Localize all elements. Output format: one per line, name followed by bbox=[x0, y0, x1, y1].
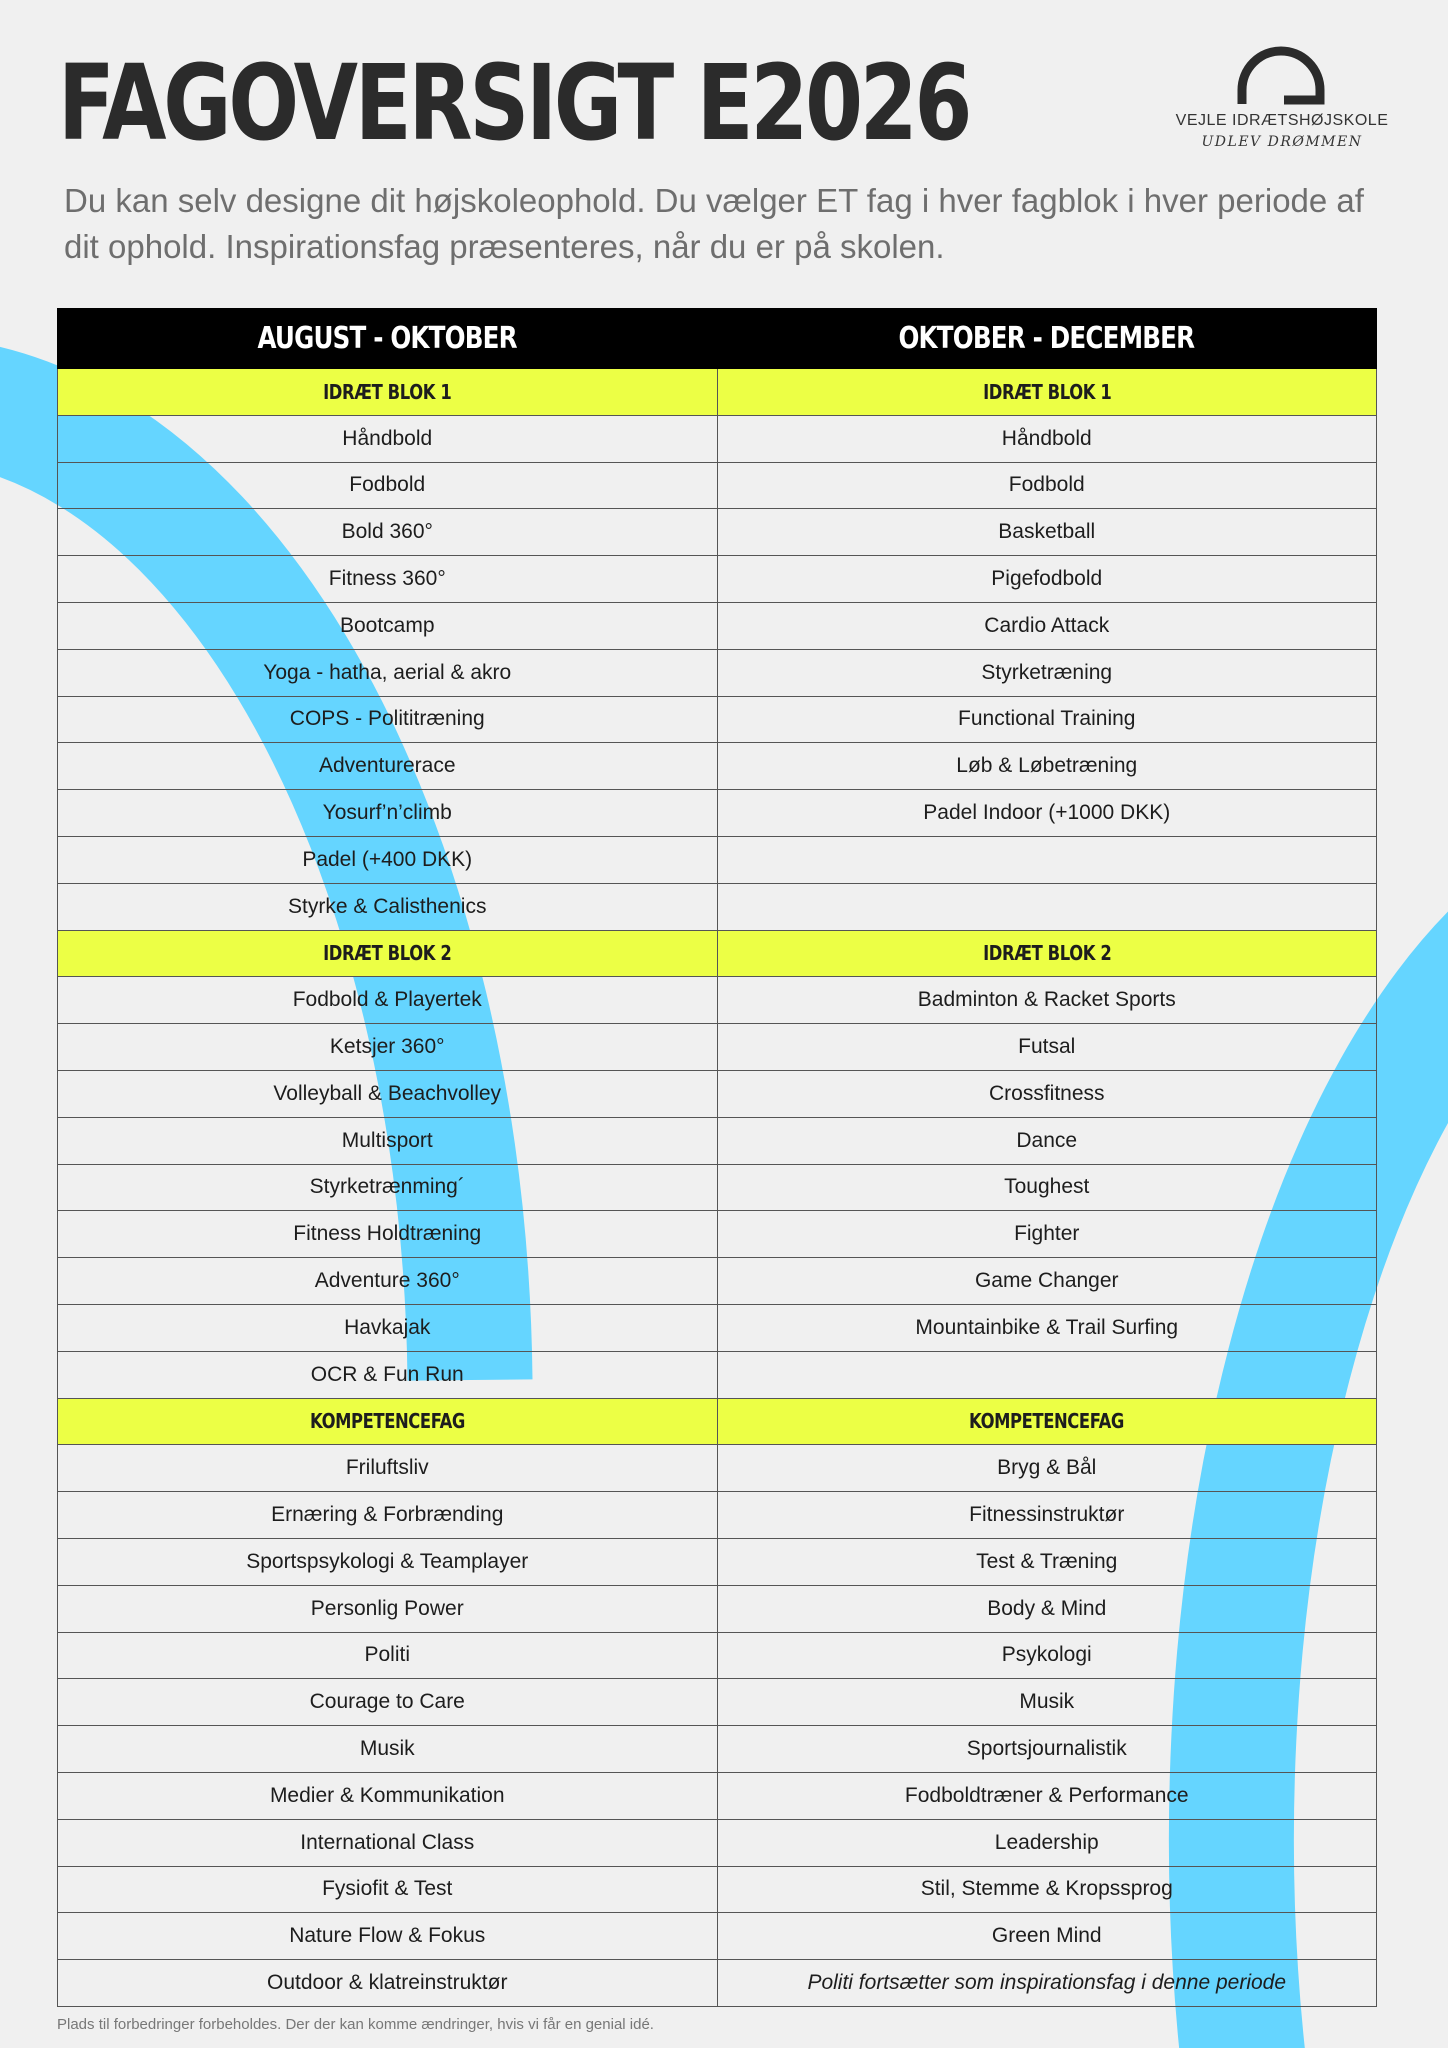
table-row bbox=[58, 1538, 1377, 1585]
course-cell-right: Body & Mind bbox=[717, 1585, 1377, 1632]
course-cell-right: Futsal bbox=[717, 1024, 1377, 1071]
course-cell-left: Adventurerace bbox=[58, 743, 718, 790]
course-cell-right bbox=[717, 836, 1377, 883]
block-title-left: KOMPETENCEFAG bbox=[58, 1398, 718, 1445]
table-body bbox=[58, 369, 1377, 2007]
course-cell-right: Bryg & Bål bbox=[717, 1445, 1377, 1492]
page-title: FAGOVERSIGT E2026 bbox=[58, 42, 970, 164]
table-row bbox=[58, 1632, 1377, 1679]
page-header bbox=[58, 40, 1398, 300]
course-cell-left: Padel (+400 DKK) bbox=[58, 836, 718, 883]
course-cell-right: Toughest bbox=[717, 1164, 1377, 1211]
table-header-row bbox=[58, 309, 1377, 369]
course-cell-right: Fighter bbox=[717, 1211, 1377, 1258]
course-cell-right: Badminton & Racket Sports bbox=[717, 977, 1377, 1024]
table-row bbox=[58, 1866, 1377, 1913]
course-cell-right: Håndbold bbox=[717, 415, 1377, 462]
table-row bbox=[58, 602, 1377, 649]
block-title-right: IDRÆT BLOK 2 bbox=[717, 930, 1377, 977]
table-row bbox=[58, 556, 1377, 603]
course-cell-right: Fodbold bbox=[717, 462, 1377, 509]
table-row bbox=[58, 1164, 1377, 1211]
block-title-right: KOMPETENCEFAG bbox=[717, 1398, 1377, 1445]
table-row bbox=[58, 1772, 1377, 1819]
course-cell-right: Functional Training bbox=[717, 696, 1377, 743]
block-title-left: IDRÆT BLOK 2 bbox=[58, 930, 718, 977]
course-cell-left: Fysiofit & Test bbox=[58, 1866, 718, 1913]
course-cell-right: Musik bbox=[717, 1679, 1377, 1726]
course-cell-right: Cardio Attack bbox=[717, 602, 1377, 649]
table-row bbox=[58, 509, 1377, 556]
course-cell-left: Fitness Holdtræning bbox=[58, 1211, 718, 1258]
table-row bbox=[58, 1070, 1377, 1117]
course-cell-left: Ketsjer 360° bbox=[58, 1024, 718, 1071]
block-header-row bbox=[58, 930, 1377, 977]
table-row bbox=[58, 977, 1377, 1024]
course-cell-right: Fodboldtræner & Performance bbox=[717, 1772, 1377, 1819]
course-cell-left: Yoga - hatha, aerial & akro bbox=[58, 649, 718, 696]
course-cell-right: Game Changer bbox=[717, 1258, 1377, 1305]
course-cell-right: Padel Indoor (+1000 DKK) bbox=[717, 790, 1377, 837]
table-row bbox=[58, 1445, 1377, 1492]
course-cell-left: Multisport bbox=[58, 1117, 718, 1164]
table-row bbox=[58, 1492, 1377, 1539]
course-cell-left: Havkajak bbox=[58, 1304, 718, 1351]
course-cell-left: Bootcamp bbox=[58, 602, 718, 649]
course-cell-left: Medier & Kommunikation bbox=[58, 1772, 718, 1819]
course-cell-right: Dance bbox=[717, 1117, 1377, 1164]
course-cell-right: Styrketræning bbox=[717, 649, 1377, 696]
course-cell-left: Yosurf’n’climb bbox=[58, 790, 718, 837]
logo-arc-icon bbox=[1234, 46, 1328, 112]
table-row bbox=[58, 1024, 1377, 1071]
course-cell-right: Fitnessinstruktør bbox=[717, 1492, 1377, 1539]
table-row bbox=[58, 1258, 1377, 1305]
table-row bbox=[58, 1913, 1377, 1960]
course-cell-right: Sportsjournalistik bbox=[717, 1726, 1377, 1773]
table-row bbox=[58, 883, 1377, 930]
course-cell-right: Pigefodbold bbox=[717, 556, 1377, 603]
table-row bbox=[58, 696, 1377, 743]
course-cell-left: Friluftsliv bbox=[58, 1445, 718, 1492]
school-logo bbox=[1166, 46, 1398, 156]
footer-note: Plads til forbedringer forbeholdes. Der der kan komme ændringer, hvis vi får en genial idé. bbox=[57, 2016, 654, 2033]
table-row bbox=[58, 743, 1377, 790]
course-cell-right: Mountainbike & Trail Surfing bbox=[717, 1304, 1377, 1351]
page-subtitle: Du kan selv designe dit højskoleophold. Du vælger ET fag i hver fagblok i hver periode af dit ophold. Inspirationsfag præsenteres, når du er på skolen. bbox=[64, 182, 1364, 265]
course-cell-left: Fodbold bbox=[58, 462, 718, 509]
course-cell-left: Fitness 360° bbox=[58, 556, 718, 603]
table-row bbox=[58, 649, 1377, 696]
logo-name: VEJLE IDRÆTSHØJSKOLE bbox=[1175, 112, 1389, 129]
course-cell-left: Personlig Power bbox=[58, 1585, 718, 1632]
course-cell-right: Green Mind bbox=[717, 1913, 1377, 1960]
course-cell-left: Outdoor & klatreinstruktør bbox=[58, 1960, 718, 2007]
block-header-row bbox=[58, 1398, 1377, 1445]
table-row bbox=[58, 1211, 1377, 1258]
course-cell-right: Løb & Løbetræning bbox=[717, 743, 1377, 790]
course-cell-left: Politi bbox=[58, 1632, 718, 1679]
column-header-okt-dec: OKTOBER - DECEMBER bbox=[717, 309, 1377, 369]
table-row bbox=[58, 462, 1377, 509]
course-cell-left: Sportspsykologi & Teamplayer bbox=[58, 1538, 718, 1585]
table-row bbox=[58, 1117, 1377, 1164]
course-cell-left: Musik bbox=[58, 1726, 718, 1773]
course-cell-right bbox=[717, 1351, 1377, 1398]
column-header-aug-okt: AUGUST - OKTOBER bbox=[58, 309, 718, 369]
course-cell-right: Leadership bbox=[717, 1819, 1377, 1866]
course-cell-right bbox=[717, 883, 1377, 930]
course-cell-right: Psykologi bbox=[717, 1632, 1377, 1679]
logo-tagline: UDLEV DRØMMEN bbox=[1201, 134, 1363, 150]
table-row bbox=[58, 1819, 1377, 1866]
table-row bbox=[58, 836, 1377, 883]
course-cell-left: Fodbold & Playertek bbox=[58, 977, 718, 1024]
course-cell-left: Ernæring & Forbrænding bbox=[58, 1492, 718, 1539]
table-row bbox=[58, 1960, 1377, 2007]
course-cell-left: OCR & Fun Run bbox=[58, 1351, 718, 1398]
table-row bbox=[58, 1679, 1377, 1726]
course-cell-right: Test & Træning bbox=[717, 1538, 1377, 1585]
course-cell-left: Volleyball & Beachvolley bbox=[58, 1070, 718, 1117]
course-cell-left: Adventure 360° bbox=[58, 1258, 718, 1305]
course-cell-left: Courage to Care bbox=[58, 1679, 718, 1726]
table-row bbox=[58, 415, 1377, 462]
course-cell-left: Styrke & Calisthenics bbox=[58, 883, 718, 930]
block-title-left: IDRÆT BLOK 1 bbox=[58, 369, 718, 416]
table-row bbox=[58, 1726, 1377, 1773]
course-cell-right: Politi fortsætter som inspirationsfag i denne periode bbox=[717, 1960, 1377, 2007]
course-cell-left: COPS - Polititræning bbox=[58, 696, 718, 743]
course-cell-left: Bold 360° bbox=[58, 509, 718, 556]
course-cell-left: International Class bbox=[58, 1819, 718, 1866]
course-cell-right: Crossfitness bbox=[717, 1070, 1377, 1117]
course-table bbox=[57, 308, 1377, 2007]
block-title-right: IDRÆT BLOK 1 bbox=[717, 369, 1377, 416]
course-cell-left: Nature Flow & Fokus bbox=[58, 1913, 718, 1960]
course-cell-right: Stil, Stemme & Kropssprog bbox=[717, 1866, 1377, 1913]
course-cell-right: Basketball bbox=[717, 509, 1377, 556]
block-header-row bbox=[58, 369, 1377, 416]
course-cell-left: Styrketrænming´ bbox=[58, 1164, 718, 1211]
table-row bbox=[58, 1304, 1377, 1351]
table-row bbox=[58, 790, 1377, 837]
table-row bbox=[58, 1351, 1377, 1398]
course-cell-left: Håndbold bbox=[58, 415, 718, 462]
table-row bbox=[58, 1585, 1377, 1632]
